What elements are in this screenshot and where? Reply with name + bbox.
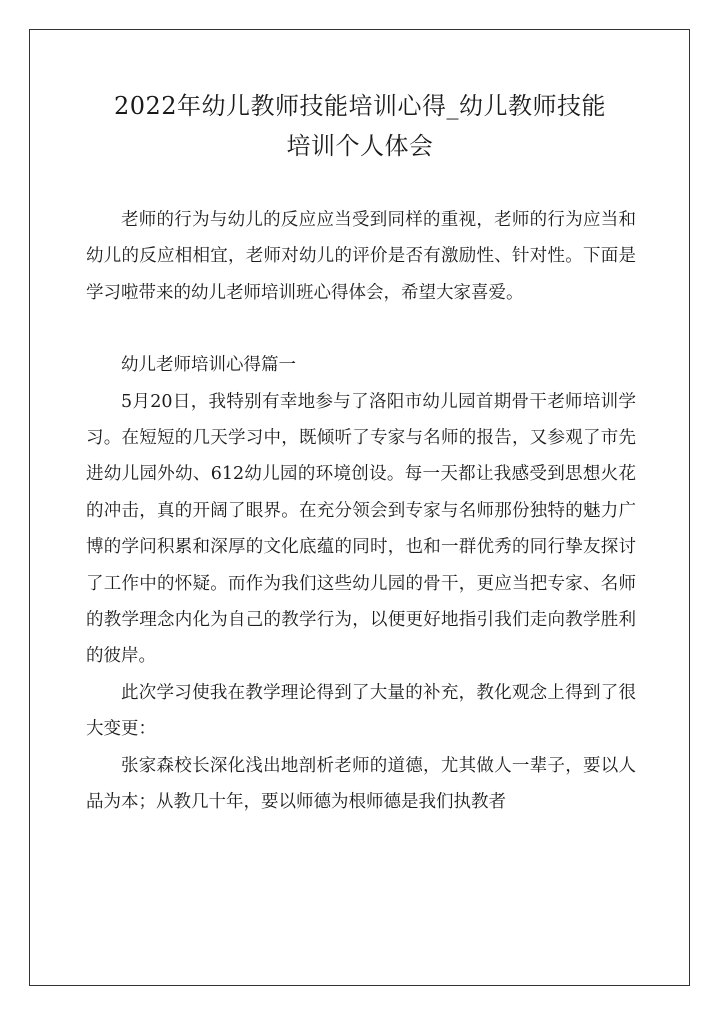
title-line-2: 培训个人体会 bbox=[286, 132, 434, 160]
section-heading: 幼儿老师培训心得篇一 bbox=[121, 355, 296, 376]
body-paragraph-3: 张家森校长深化浅出地剖析老师的道德，尤其做人一辈子，要以人品为本；从教几十年，要以师德为根师德是我们执教者 bbox=[86, 755, 636, 813]
title-line-1: 2022年幼儿教师技能培训心得_幼儿教师技能 bbox=[113, 92, 607, 120]
document-title bbox=[60, 86, 660, 166]
body-paragraph-2: 此次学习使我在教学理论得到了大量的补充，教化观念上得到了很大变更： bbox=[86, 682, 636, 740]
body-paragraph-1: 5月20日，我特别有幸地参与了洛阳市幼儿园首期骨干老师培训学习。在短短的几天学习中，既倾听了专家与名师的报告，又参观了市先进幼儿园外幼、612幼儿园的环境创设。每一天都让我感受到思想火花的冲击，真的开阔了眼界。在充分领会到专家与名师那份独特的魅力广博的学问积累和深厚的文化底蕴的同时，也和一群优秀的同行挚友探讨了工作中的怀疑。而作为我们这些幼儿园的骨干，更应当把专家、名师的教学理念内化为自己的教学行为，以便更好地指引我们走向教学胜利的彼岸。 bbox=[86, 391, 636, 667]
document-body bbox=[86, 202, 636, 821]
intro-paragraph: 老师的行为与幼儿的反应应当受到同样的重视，老师的行为应当和幼儿的反应相相宜，老师对幼儿的评价是否有激励性、针对性。下面是学习啦带来的幼儿老师培训班心得体会，希望大家喜爱。 bbox=[86, 210, 636, 303]
